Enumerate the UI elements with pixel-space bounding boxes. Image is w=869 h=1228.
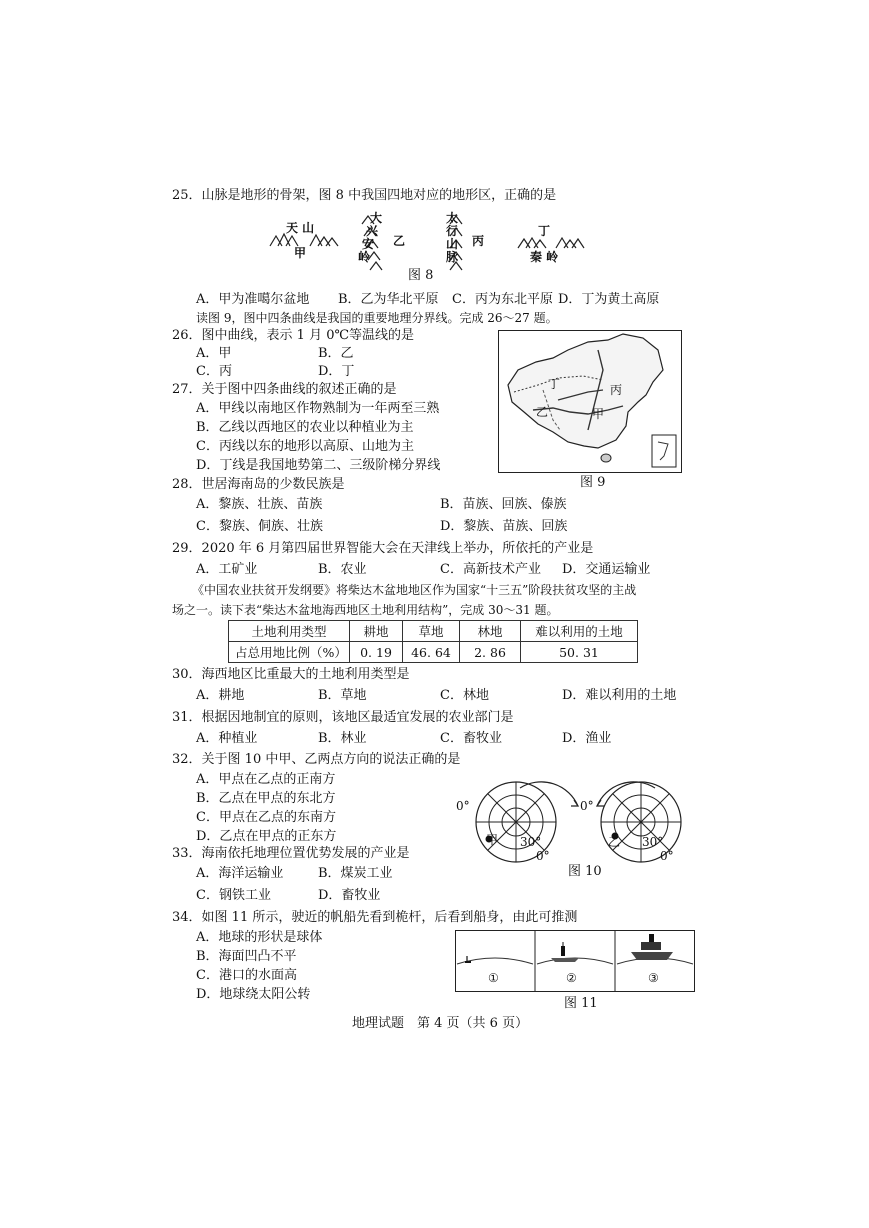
table-header-cell: 土地利用类型 — [229, 621, 350, 642]
label-mai: 脉 — [446, 250, 459, 264]
table-cell: 占总用地比例（%） — [229, 642, 350, 663]
q32-option-d: D．乙点在甲点的正东方 — [196, 829, 337, 844]
label-an: 安 — [362, 237, 375, 251]
q32-option-c: C．甲点在乙点的东南方 — [196, 810, 336, 825]
table-cell: 46. 64 — [403, 642, 460, 663]
label-jia: 甲 — [294, 246, 307, 260]
q30-stem: 30．海西地区比重最大的土地利用类型是 — [172, 667, 410, 682]
figure-11-caption: 图 11 — [564, 996, 598, 1011]
q29-stem: 29．2020 年 6 月第四届世界智能大会在天津线上举办，所依托的产业是 — [172, 541, 594, 556]
q34-option-d: D．地球绕太阳公转 — [196, 987, 311, 1002]
fig10-left-point-jia: 甲 — [486, 833, 499, 847]
intro-26-27: 读图 9，图中四条曲线是我国的重要地理分界线。完成 26～27 题。 — [196, 311, 558, 325]
q27-option-d: D．丁线是我国地势第二、三级阶梯分界线 — [196, 458, 441, 473]
table-cell: 0. 19 — [350, 642, 403, 663]
fig11-panel-2: ② — [566, 971, 577, 985]
intro-30-31-line1: 《中国农业扶贫开发纲要》将柴达木盆地地区作为国家“十三五”阶段扶贫攻坚的主战 — [192, 583, 637, 597]
q26-option-b: B．乙 — [318, 346, 354, 361]
label-bing: 丙 — [472, 234, 485, 248]
q31-option-d: D．渔业 — [562, 731, 612, 746]
q27-option-c: C．丙线以东的地形以高原、山地为主 — [196, 439, 414, 454]
q28-option-d: D．黎族、苗族、回族 — [440, 519, 568, 534]
fig10-left-thirty-label: 30° — [520, 835, 542, 849]
label-shan: 山 — [446, 237, 459, 251]
q32-option-b: B．乙点在甲点的东北方 — [196, 791, 336, 806]
figure-8-caption: 图 8 — [408, 268, 434, 283]
q30-option-d: D．难以利用的土地 — [562, 688, 677, 703]
q31-option-a: A．种植业 — [196, 731, 258, 746]
label-tianshan: 天 山 — [286, 221, 315, 235]
label-da: 大 — [370, 211, 383, 225]
land-use-table — [228, 620, 638, 663]
fig9-label-bing: 丙 — [610, 383, 623, 397]
q27-option-a: A．甲线以南地区作物熟制为一年两至三熟 — [196, 401, 440, 416]
fig9-label-jia: 甲 — [592, 407, 605, 421]
figure-10-caption: 图 10 — [568, 864, 602, 879]
fig10-right-point-yi: 乙 — [608, 835, 621, 849]
fig10-right-zero-label: 0° — [580, 799, 594, 813]
fig10-left-zero-label: 0° — [456, 799, 470, 813]
q34-option-b: B．海面凹凸不平 — [196, 949, 297, 964]
q27-stem: 27．关于图中四条曲线的叙述正确的是 — [172, 382, 397, 397]
table-cell: 2. 86 — [460, 642, 521, 663]
table-row — [229, 642, 638, 663]
q33-stem: 33．海南依托地理位置优势发展的产业是 — [172, 846, 410, 861]
fig9-label-yi: 乙 — [536, 405, 549, 419]
fig11-panel-3: ③ — [648, 971, 659, 985]
q30-option-c: C．林地 — [440, 688, 489, 703]
q33-option-a: A．海洋运输业 — [196, 866, 284, 881]
q29-option-b: B．农业 — [318, 562, 367, 577]
q29-option-d: D．交通运输业 — [562, 562, 651, 577]
q33-option-c: C．钢铁工业 — [196, 888, 271, 903]
label-qinling: 秦 岭 — [530, 250, 559, 264]
q26-option-a: A．甲 — [196, 346, 232, 361]
q25-option-c: C．丙为东北平原 — [452, 292, 553, 307]
q34-stem: 34．如图 11 所示，驶近的帆船先看到桅杆，后看到船身，由此可推测 — [172, 910, 578, 925]
q32-option-a: A．甲点在乙点的正南方 — [196, 772, 336, 787]
q29-option-a: A．工矿业 — [196, 562, 258, 577]
label-xing: 兴 — [366, 224, 379, 238]
q31-stem: 31．根据因地制宜的原则，该地区最适宜发展的农业部门是 — [172, 710, 514, 725]
label-ling: 岭 — [358, 250, 371, 264]
q26-option-c: C．丙 — [196, 364, 232, 379]
q31-option-b: B．林业 — [318, 731, 367, 746]
q32-stem: 32．关于图 10 中甲、乙两点方向的说法正确的是 — [172, 752, 461, 767]
q25-option-d: D．丁为黄土高原 — [558, 292, 660, 307]
mountain-range-icon — [518, 234, 588, 250]
label-hang: 行 — [446, 224, 459, 238]
figure-9-caption: 图 9 — [580, 475, 606, 490]
table-header-cell: 草地 — [403, 621, 460, 642]
q25-stem: 25．山脉是地形的骨架，图 8 中我国四地对应的地形区，正确的是 — [172, 188, 557, 203]
table-header-cell: 耕地 — [350, 621, 403, 642]
q28-stem: 28．世居海南岛的少数民族是 — [172, 477, 345, 492]
fig9-label-ding: 丁 — [548, 377, 561, 391]
table-header-row — [229, 621, 638, 642]
q33-option-d: D．畜牧业 — [318, 888, 381, 903]
q25-option-b: B．乙为华北平原 — [338, 292, 439, 307]
label-tai: 太 — [446, 211, 459, 225]
china-map — [498, 330, 682, 473]
table-cell: 50. 31 — [521, 642, 638, 663]
q34-option-c: C．港口的水面高 — [196, 968, 297, 983]
polar-grid-left — [460, 778, 590, 868]
q27-option-b: B．乙线以西地区的农业以种植业为主 — [196, 420, 414, 435]
q28-option-a: A．黎族、壮族、苗族 — [196, 497, 323, 512]
fig10-right-thirty-label: 30° — [642, 835, 664, 849]
polar-grid-right — [585, 778, 715, 868]
page-footer: 地理试题 第 4 页（共 6 页） — [352, 1016, 529, 1031]
q34-option-a: A．地球的形状是球体 — [196, 930, 323, 945]
label-ding: 丁 — [538, 224, 551, 238]
q26-stem: 26．图中曲线，表示 1 月 0℃等温线的是 — [172, 328, 415, 343]
q31-option-c: C．畜牧业 — [440, 731, 502, 746]
table-header-cell: 林地 — [460, 621, 521, 642]
q30-option-a: A．耕地 — [196, 688, 245, 703]
q26-option-d: D．丁 — [318, 364, 355, 379]
q25-option-a: A．甲为准噶尔盆地 — [196, 292, 310, 307]
q30-option-b: B．草地 — [318, 688, 367, 703]
table-header-cell: 难以利用的土地 — [521, 621, 638, 642]
q29-option-c: C．高新技术产业 — [440, 562, 541, 577]
q33-option-b: B．煤炭工业 — [318, 866, 393, 881]
fig11-panel-1: ① — [488, 971, 499, 985]
label-yi: 乙 — [393, 234, 406, 248]
q28-option-b: B．苗族、回族、傣族 — [440, 497, 567, 512]
intro-30-31-line2: 场之一。读下表“柴达木盆地海西地区土地利用结构”，完成 30～31 题。 — [172, 603, 559, 617]
fig10-right-zero-bottom: 0° — [660, 849, 674, 863]
q28-option-c: C．黎族、侗族、壮族 — [196, 519, 323, 534]
fig10-left-zero-bottom: 0° — [536, 849, 550, 863]
